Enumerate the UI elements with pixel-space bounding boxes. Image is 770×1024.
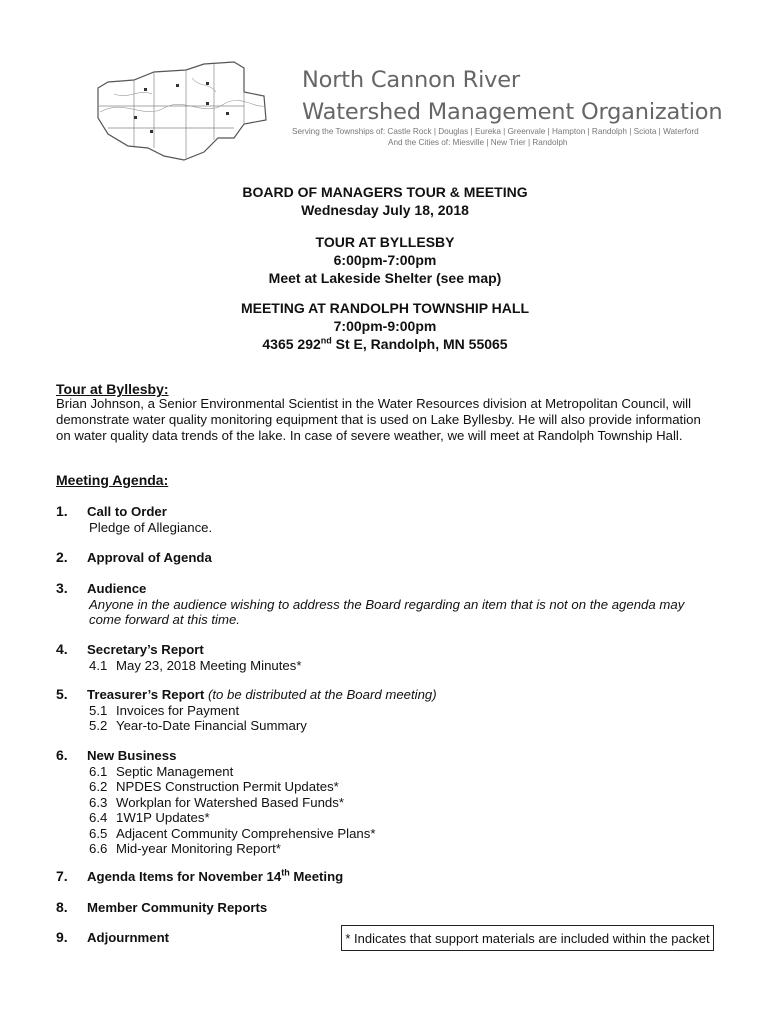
item-number: 6.	[56, 747, 68, 763]
item-number: 9.	[56, 929, 68, 945]
item-number: 3.	[56, 580, 68, 596]
org-name-line1: North Cannon River	[302, 67, 520, 93]
tour-header	[0, 233, 770, 287]
sub-item: 4.1 May 23, 2018 Meeting Minutes*	[89, 657, 302, 673]
item-title: Treasurer’s Report	[87, 687, 205, 702]
tour-line-3: on water quality data trends of the lake. In case of severe weather, we will meet at Randolph Township Hall.	[56, 428, 683, 443]
sub-item: 5.1 Invoices for Payment	[89, 702, 240, 718]
item-description-line1: Anyone in the audience wishing to address the Board regarding an item that is not on the agenda may	[89, 596, 685, 612]
watershed-map-logo	[94, 48, 274, 163]
item-description-line2: come forward at this time.	[89, 612, 240, 627]
item-number: 2.	[56, 549, 68, 565]
support-materials-notice: * Indicates that support materials are included within the packet	[341, 925, 714, 951]
item-note: (to be distributed at the Board meeting)	[204, 687, 437, 702]
serving-line2: And the Cities of: Miesville | New Trier | Randolph	[388, 138, 568, 147]
meeting-title: BOARD OF MANAGERS TOUR & MEETING	[242, 184, 528, 200]
sub-item: 5.2 Year-to-Date Financial Summary	[89, 718, 307, 733]
item-title: Adjournment	[87, 930, 170, 945]
item-title: Member Community Reports	[87, 900, 268, 915]
serving-line1: Serving the Townships of: Castle Rock | Douglas | Eureka | Greenvale | Hampton | Randolph | Sciota | Waterford	[292, 127, 699, 136]
sub-item: 6.6 Mid-year Monitoring Report*	[89, 841, 281, 856]
org-name-line2: Watershed Management Organization	[302, 99, 723, 125]
agenda-item-6	[56, 748, 716, 857]
tour-time: 6:00pm-7:00pm	[333, 252, 437, 268]
sub-item: 6.4 1W1P Updates*	[89, 810, 210, 825]
sub-item: 6.2 NPDES Construction Permit Updates*	[89, 779, 339, 794]
item-title: Agenda Items for November 14th Meeting	[87, 867, 344, 884]
meeting-address: 4365 292nd St E, Randolph, MN 55065	[262, 335, 508, 352]
item-title: Audience	[87, 581, 147, 596]
meeting-time: 7:00pm-9:00pm	[333, 318, 437, 334]
tour-section-heading: Tour at Byllesby:	[56, 381, 169, 397]
item-title: New Business	[87, 748, 177, 763]
sub-item: 6.1 Septic Management	[89, 763, 234, 779]
agenda-item-4	[56, 642, 716, 673]
tour-description	[56, 396, 716, 444]
meeting-location-header	[0, 299, 770, 353]
sub-item: 6.3 Workplan for Watershed Based Funds*	[89, 794, 344, 810]
sub-item: 6.5 Adjacent Community Comprehensive Plans*	[89, 825, 376, 841]
agenda-item-2	[56, 550, 716, 566]
item-title: Call to Order	[87, 504, 167, 519]
item-title: Secretary’s Report	[87, 642, 204, 657]
agenda-item-8	[56, 900, 716, 916]
tour-heading: TOUR AT BYLLESBY	[315, 234, 455, 250]
item-number: 5.	[56, 686, 68, 702]
organization-name	[302, 64, 742, 128]
meeting-date: Wednesday July 18, 2018	[301, 202, 469, 218]
tour-place: Meet at Lakeside Shelter (see map)	[268, 270, 502, 286]
item-number: 4.	[56, 641, 68, 657]
tour-line-1: Brian Johnson, a Senior Environmental Scientist in the Water Resources division at Metropolitan Council, will	[56, 396, 692, 411]
agenda-item-7	[56, 869, 716, 885]
serving-townships	[292, 126, 762, 148]
agenda-heading: Meeting Agenda:	[56, 472, 169, 488]
item-number: 7.	[56, 868, 68, 884]
meeting-heading: MEETING AT RANDOLPH TOWNSHIP HALL	[240, 300, 530, 316]
meeting-header	[0, 183, 770, 219]
item-title: Approval of Agenda	[87, 550, 212, 565]
agenda-item-5	[56, 687, 716, 734]
tour-line-2: demonstrate water quality monitoring equipment that is used on Lake Byllesby. He will also provide information	[56, 412, 701, 427]
item-number: 1.	[56, 503, 68, 519]
item-number: 8.	[56, 899, 68, 915]
agenda-item-1	[56, 504, 716, 535]
item-description: Pledge of Allegiance.	[89, 519, 213, 535]
agenda-item-3	[56, 581, 716, 628]
